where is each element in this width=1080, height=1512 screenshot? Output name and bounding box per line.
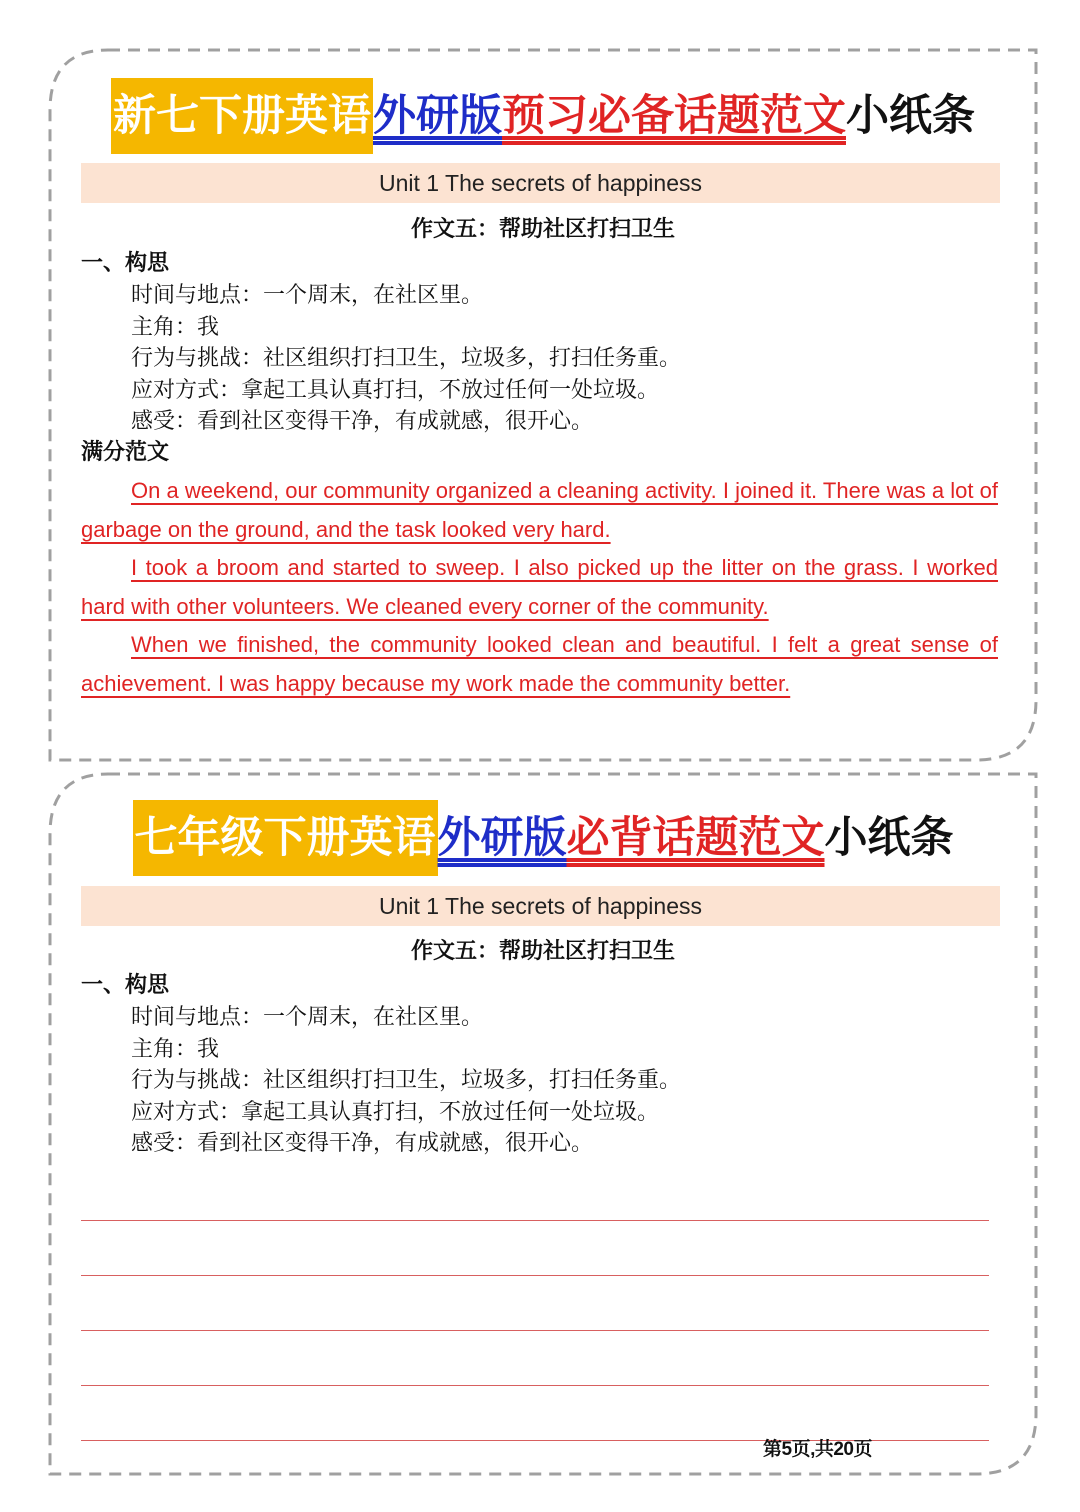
idea-item: 时间与地点：一个周末，在社区里。: [131, 1005, 484, 1030]
title-topic-segment: 预习必备话题范文: [502, 91, 846, 141]
idea-item: 感受：看到社区变得干净，有成就感，很开心。: [131, 409, 594, 434]
writing-line: [81, 1220, 989, 1221]
idea-item: 主角：我: [131, 314, 220, 340]
idea-item: 行为与挑战：社区组织打扫卫生，垃圾多，打扫任务重。: [131, 1068, 682, 1093]
model-paragraph: [81, 626, 998, 703]
essay-title: 作文五：帮助社区打扫卫生: [410, 939, 675, 964]
model-paragraph: [81, 472, 998, 549]
title-highlight-segment: 新七下册英语: [111, 78, 373, 154]
card-title: [48, 800, 1038, 876]
title-highlight-segment: 七年级下册英语: [133, 800, 438, 876]
note-card-preview: [48, 48, 1038, 762]
card-title: [48, 78, 1038, 154]
idea-item: 主角：我: [131, 1036, 220, 1062]
writing-line: [81, 1385, 989, 1386]
title-suffix-segment: 小纸条: [846, 91, 975, 141]
idea-section-label: 一、构思: [81, 973, 170, 998]
idea-list: [131, 280, 681, 438]
writing-line: [81, 1330, 989, 1331]
title-publisher-segment: 外研版: [373, 91, 502, 141]
idea-item: 应对方式：拿起工具认真打扫，不放过任何一处垃圾。: [131, 1099, 660, 1125]
title-publisher-segment: 外研版: [437, 813, 567, 863]
idea-item: 行为与挑战：社区组织打扫卫生，垃圾多，打扫任务重。: [131, 346, 682, 371]
idea-item: 应对方式：拿起工具认真打扫，不放过任何一处垃圾。: [131, 377, 660, 403]
page-number: 第5页,共20页: [763, 1439, 872, 1460]
title-suffix-segment: 小纸条: [824, 813, 954, 863]
model-paragraph: [81, 549, 998, 626]
idea-section-label: 一、构思: [81, 251, 170, 276]
unit-heading: Unit 1 The secrets of happiness: [81, 886, 1000, 926]
model-essay-label: 满分范文: [81, 440, 170, 465]
model-paragraph-text: I took a broom and started to sweep. I also picked up the litter on the grass. I worked hard with other volunteers. We cleaned every corner of the community.: [81, 555, 998, 619]
essay-title: 作文五：帮助社区打扫卫生: [410, 217, 675, 242]
idea-item: 时间与地点：一个周末，在社区里。: [131, 283, 484, 308]
idea-list: [131, 1002, 681, 1160]
note-card-practice: [48, 772, 1038, 1476]
model-paragraph-text: When we finished, the community looked clean and beautiful. I felt a great sense of achievement. I was happy because my work made the community better.: [81, 632, 998, 696]
model-paragraph-text: On a weekend, our community organized a cleaning activity. I joined it. There was a lot of garbage on the ground, and the task looked very hard.: [81, 478, 998, 542]
title-topic-segment: 必背话题范文: [566, 813, 825, 863]
idea-item: 感受：看到社区变得干净，有成就感，很开心。: [131, 1131, 594, 1156]
unit-heading: Unit 1 The secrets of happiness: [81, 163, 1000, 203]
writing-line: [81, 1275, 989, 1276]
